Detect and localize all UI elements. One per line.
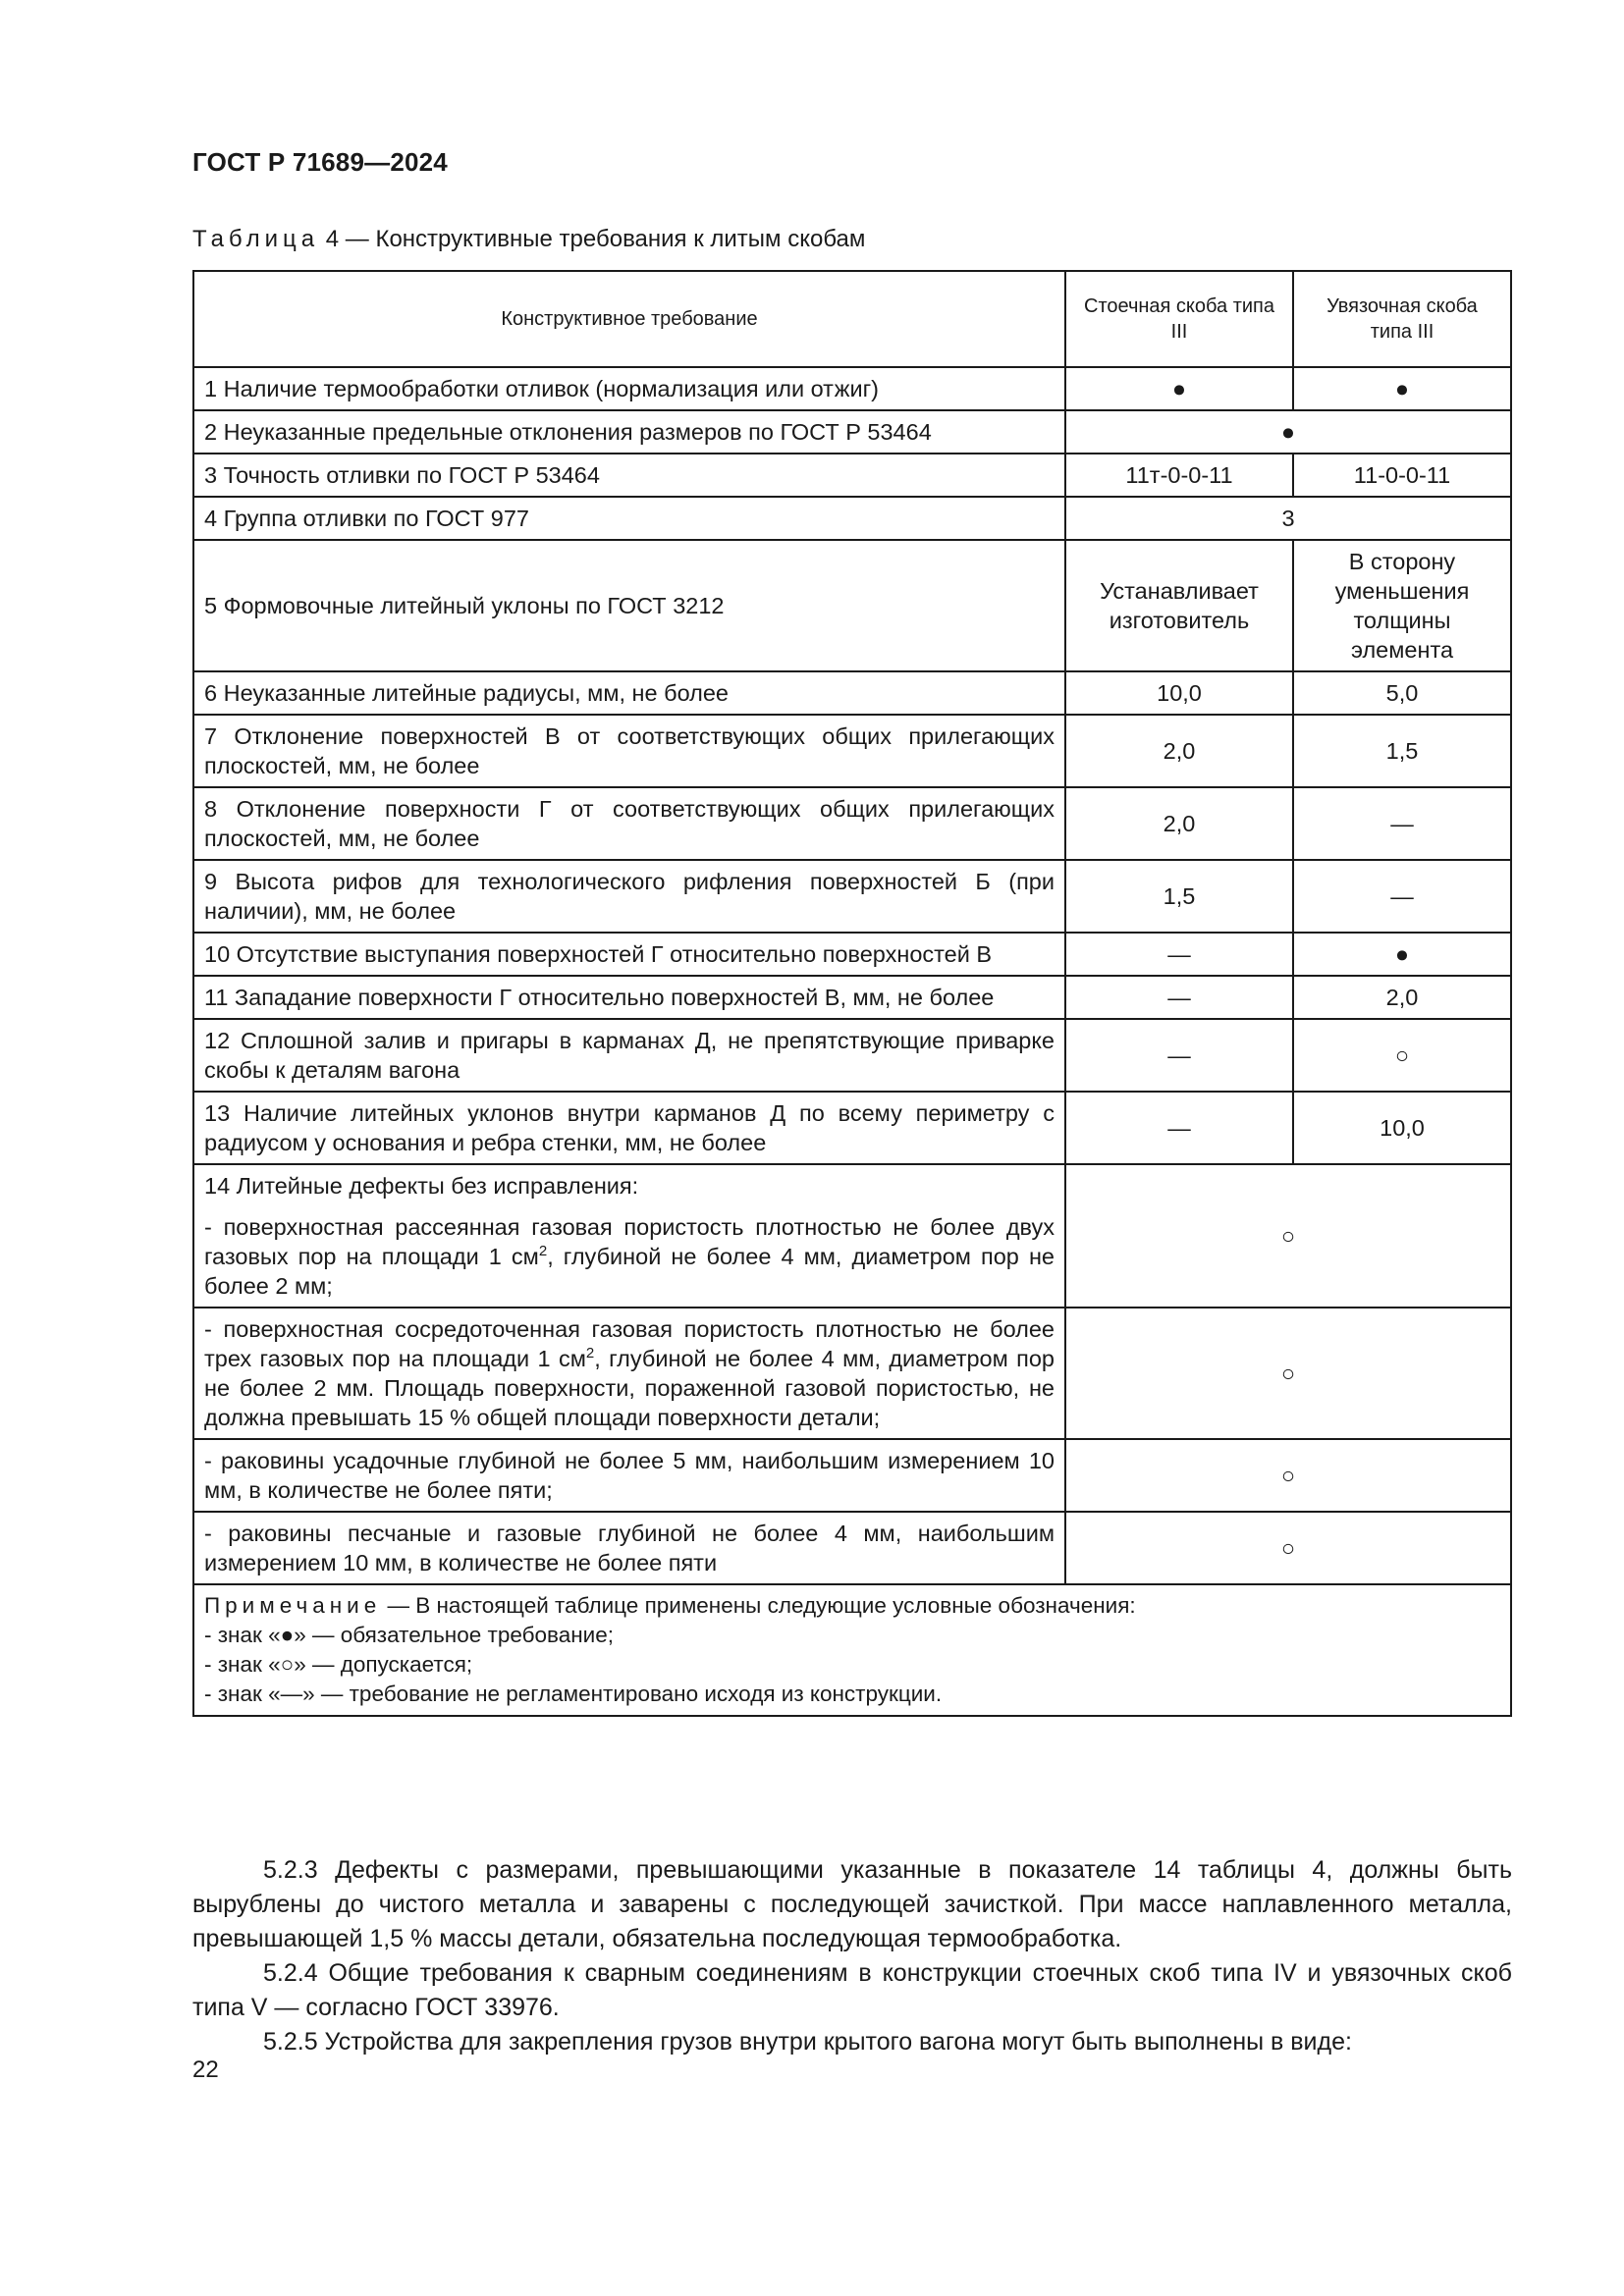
column-header-post-bracket: Стоечная скоба типа III — [1065, 271, 1293, 367]
value-cell: ○ — [1293, 1019, 1511, 1092]
defects-sub-row — [193, 1308, 1511, 1439]
value-cell: 5,0 — [1293, 671, 1511, 715]
table-row — [193, 671, 1511, 715]
requirement-cell: 13 Наличие литейных уклонов внутри карманов Д по всему периметру с радиусом у основания и ребра стенки, мм, не более — [193, 1092, 1065, 1164]
defects-requirement-cell — [193, 1164, 1065, 1308]
table-caption-title: 4 — Конструктивные требования к литым скобам — [325, 226, 866, 252]
requirement-cell: 1 Наличие термообработки отливок (нормализация или отжиг) — [193, 367, 1065, 410]
table-caption — [192, 226, 865, 253]
value-cell: 10,0 — [1065, 671, 1293, 715]
value-cell: — — [1065, 933, 1293, 976]
requirements-table — [192, 270, 1512, 1717]
merged-value-cell: ● — [1065, 410, 1511, 454]
value-cell: ● — [1293, 367, 1511, 410]
requirement-cell: 8 Отклонение поверхности Г от соответствующих общих прилегающих плоскостей, мм, не более — [193, 787, 1065, 860]
table-row — [193, 1019, 1511, 1092]
value-cell: — — [1065, 976, 1293, 1019]
defect-text: - раковины усадочные глубиной не более 5 мм, наибольшим измерением 10 мм, в количестве не более пяти; — [193, 1439, 1065, 1512]
merged-value-cell: ○ — [1065, 1308, 1511, 1439]
table-row — [193, 540, 1511, 671]
value-cell: 11-0-0-11 — [1293, 454, 1511, 497]
defects-sub-row — [193, 1439, 1511, 1512]
table-row — [193, 715, 1511, 787]
requirement-cell: 10 Отсутствие выступания поверхностей Г относительно поверхностей В — [193, 933, 1065, 976]
defect-text — [204, 1212, 1055, 1301]
value-cell: 2,0 — [1293, 976, 1511, 1019]
note-item: - знак «●» — обязательное требование; — [204, 1623, 614, 1647]
note-row — [193, 1584, 1511, 1716]
note-intro: — В настоящей таблице применены следующие условные обозначения: — [381, 1593, 1136, 1618]
value-cell: 1,5 — [1293, 715, 1511, 787]
requirement-cell: 4 Группа отливки по ГОСТ 977 — [193, 497, 1065, 540]
table-row — [193, 454, 1511, 497]
column-header-tie-bracket: Увязочная скоба типа III — [1293, 271, 1511, 367]
requirement-cell: 9 Высота рифов для технологического рифления поверхностей Б (при наличии), мм, не более — [193, 860, 1065, 933]
table-row — [193, 497, 1511, 540]
defect-text: - раковины песчаные и газовые глубиной не более 4 мм, наибольшим измерением 10 мм, в количестве не более пяти — [193, 1512, 1065, 1584]
defect-text-part: - поверхностная сосредоточенная газовая пористость плотностью не более трех газовых пор на площади 1 см — [204, 1316, 1055, 1371]
table-header-row — [193, 271, 1511, 367]
requirement-cell: 5 Формовочные литейный уклоны по ГОСТ 3212 — [193, 540, 1065, 671]
requirement-cell: 3 Точность отливки по ГОСТ Р 53464 — [193, 454, 1065, 497]
value-cell: Устанавливает изготовитель — [1065, 540, 1293, 671]
superscript: 2 — [585, 1345, 595, 1362]
column-header-requirement: Конструктивное требование — [193, 271, 1065, 367]
paragraph-5-2-4: 5.2.4 Общие требования к сварным соединениям в конструкции стоечных скоб типа IV и увязочных скоб типа V — согласно ГОСТ 33976. — [192, 1959, 1512, 2021]
merged-value-cell: ○ — [1065, 1164, 1511, 1308]
merged-value-cell: 3 — [1065, 497, 1511, 540]
defect-text — [193, 1308, 1065, 1439]
table-row — [193, 933, 1511, 976]
page-number: 22 — [192, 2056, 219, 2083]
paragraph-5-2-3: 5.2.3 Дефекты с размерами, превышающими указанные в показателе 14 таблицы 4, должны быть вырублены до чистого металла и заварены с последующей зачисткой. При массе наплавленного металла, превышающей 1,5 % массы детали, обязательна последующая термообработка. — [192, 1856, 1512, 1952]
table-row — [193, 976, 1511, 1019]
value-cell: ● — [1293, 933, 1511, 976]
value-cell: — — [1065, 1092, 1293, 1164]
value-cell: 10,0 — [1293, 1092, 1511, 1164]
value-cell: — — [1293, 787, 1511, 860]
defects-sub-row — [193, 1512, 1511, 1584]
requirement-cell: 12 Сплошной залив и пригары в карманах Д, не препятствующие приварке скобы к деталям вагона — [193, 1019, 1065, 1092]
defect-text-part: - поверхностная рассеянная газовая пористость плотностью не более двух газовых пор на площади 1 см — [204, 1214, 1055, 1269]
requirement-cell: 6 Неуказанные литейные радиусы, мм, не более — [193, 671, 1065, 715]
value-cell: — — [1293, 860, 1511, 933]
value-cell: 1,5 — [1065, 860, 1293, 933]
value-cell: — — [1065, 1019, 1293, 1092]
value-cell: 11т-0-0-11 — [1065, 454, 1293, 497]
requirement-cell: 11 Западание поверхности Г относительно поверхностей В, мм, не более — [193, 976, 1065, 1019]
note-item: - знак «○» — допускается; — [204, 1652, 473, 1677]
table-row — [193, 860, 1511, 933]
superscript: 2 — [538, 1243, 548, 1260]
requirement-cell: 7 Отклонение поверхностей В от соответствующих общих прилегающих плоскостей, мм, не более — [193, 715, 1065, 787]
merged-value-cell: ○ — [1065, 1512, 1511, 1584]
requirement-cell: 2 Неуказанные предельные отклонения размеров по ГОСТ Р 53464 — [193, 410, 1065, 454]
paragraph-5-2-5: 5.2.5 Устройства для закрепления грузов внутри крытого вагона могут быть выполнены в виде: — [263, 2028, 1352, 2056]
table-row — [193, 787, 1511, 860]
value-cell: ● — [1065, 367, 1293, 410]
table-row — [193, 410, 1511, 454]
value-cell: 2,0 — [1065, 715, 1293, 787]
table-row — [193, 367, 1511, 410]
defects-title: 14 Литейные дефекты без исправления: — [204, 1173, 639, 1199]
body-text — [192, 1853, 1512, 2059]
note-word: Примечание — [204, 1593, 382, 1618]
table-note — [193, 1584, 1511, 1716]
note-item: - знак «—» — требование не регламентировано исходя из конструкции. — [204, 1682, 943, 1706]
value-cell: 2,0 — [1065, 787, 1293, 860]
merged-value-cell: ○ — [1065, 1439, 1511, 1512]
defects-sub-row — [193, 1164, 1511, 1308]
table-row — [193, 1092, 1511, 1164]
defect-text-part: , глубиной не более 4 мм, диаметром пор не более 2 мм; — [204, 1244, 1055, 1299]
document-header: ГОСТ Р 71689—2024 — [192, 147, 448, 177]
value-cell: В сторону уменьшения толщины элемента — [1293, 540, 1511, 671]
defect-text-part: , глубиной не более 4 мм, диаметром пор не более 2 мм. Площадь поверхности, пораженной газовой пористостью, не должна превышать 15 % общей площади поверхности детали; — [204, 1346, 1056, 1430]
table-caption-word: Таблица — [192, 226, 320, 252]
note-title — [204, 1591, 1500, 1621]
